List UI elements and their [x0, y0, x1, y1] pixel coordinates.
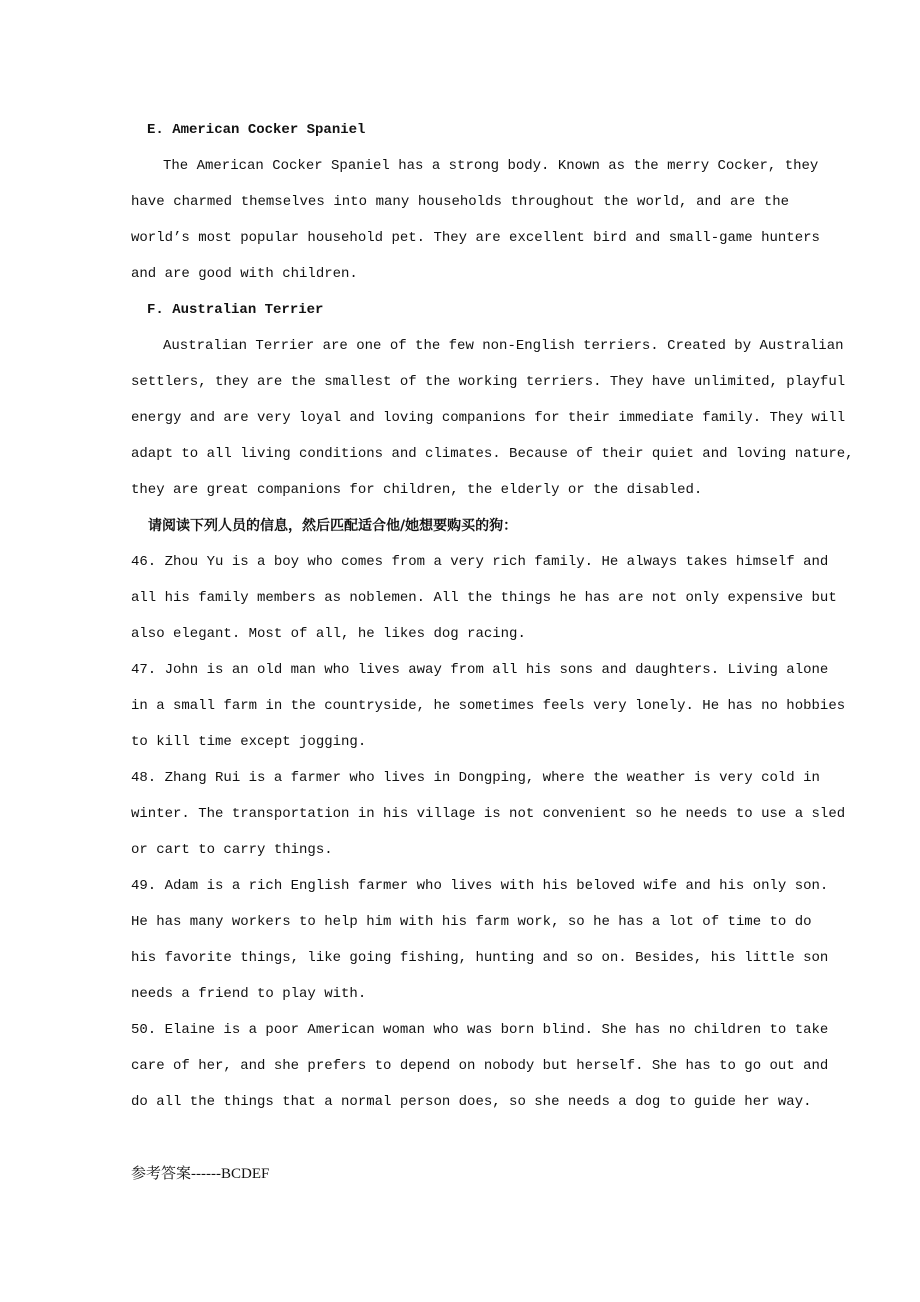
question-line: or cart to carry things.	[131, 842, 333, 858]
question-line: 47. John is an old man who lives away from all his sons and daughters. Living alone	[131, 662, 829, 678]
question-line: needs a friend to play with.	[131, 986, 367, 1002]
section-heading: E. American Cocker Spaniel	[147, 122, 366, 138]
question-line: 50. Elaine is a poor American woman who was born blind. She has no children to take	[131, 1022, 829, 1038]
paragraph-line: adapt to all living conditions and climates. Because of their quiet and loving nature,	[131, 446, 854, 462]
paragraph-line: world’s most popular household pet. They are excellent bird and small-game hunters	[131, 230, 820, 246]
question-line: winter. The transportation in his village is not convenient so he needs to use a sled	[131, 806, 846, 822]
question-line: all his family members as noblemen. All the things he has are not only expensive but	[131, 590, 837, 606]
paragraph-line: The American Cocker Spaniel has a strong body. Known as the merry Cocker, they	[163, 158, 819, 174]
section-heading: F. Australian Terrier	[147, 302, 324, 318]
document-content	[131, 112, 854, 1192]
paragraph-line: they are great companions for children, the elderly or the disabled.	[131, 482, 703, 498]
question-line: care of her, and she prefers to depend on nobody but herself. She has to go out and	[131, 1058, 829, 1074]
question-line: his favorite things, like going fishing, hunting and so on. Besides, his little son	[131, 950, 829, 966]
paragraph-line: and are good with children.	[131, 266, 358, 282]
question-line: 49. Adam is a rich English farmer who lives with his beloved wife and his only son.	[131, 878, 829, 894]
question-line: in a small farm in the countryside, he sometimes feels very lonely. He has no hobbies	[131, 698, 846, 714]
instruction: 请阅读下列人员的信息，然后匹配适合他/她想要购买的狗：	[148, 518, 518, 534]
question-line: to kill time except jogging.	[131, 734, 367, 750]
question-line: 46. Zhou Yu is a boy who comes from a very rich family. He always takes himself and	[131, 554, 829, 570]
answer-key: 参考答案------BCDEF	[131, 1166, 270, 1182]
paragraph-line: energy and are very loyal and loving companions for their immediate family. They will	[131, 410, 846, 426]
question-line: He has many workers to help him with his farm work, so he has a lot of time to do	[131, 914, 812, 930]
paragraph-line: settlers, they are the smallest of the working terriers. They have unlimited, playful	[131, 374, 846, 390]
paragraph-line: Australian Terrier are one of the few non-English terriers. Created by Australian	[163, 338, 844, 354]
question-line: do all the things that a normal person does, so she needs a dog to guide her way.	[131, 1094, 812, 1110]
question-line: also elegant. Most of all, he likes dog racing.	[131, 626, 526, 642]
question-line: 48. Zhang Rui is a farmer who lives in Dongping, where the weather is very cold in	[131, 770, 820, 786]
paragraph-line: have charmed themselves into many households throughout the world, and are the	[131, 194, 789, 210]
